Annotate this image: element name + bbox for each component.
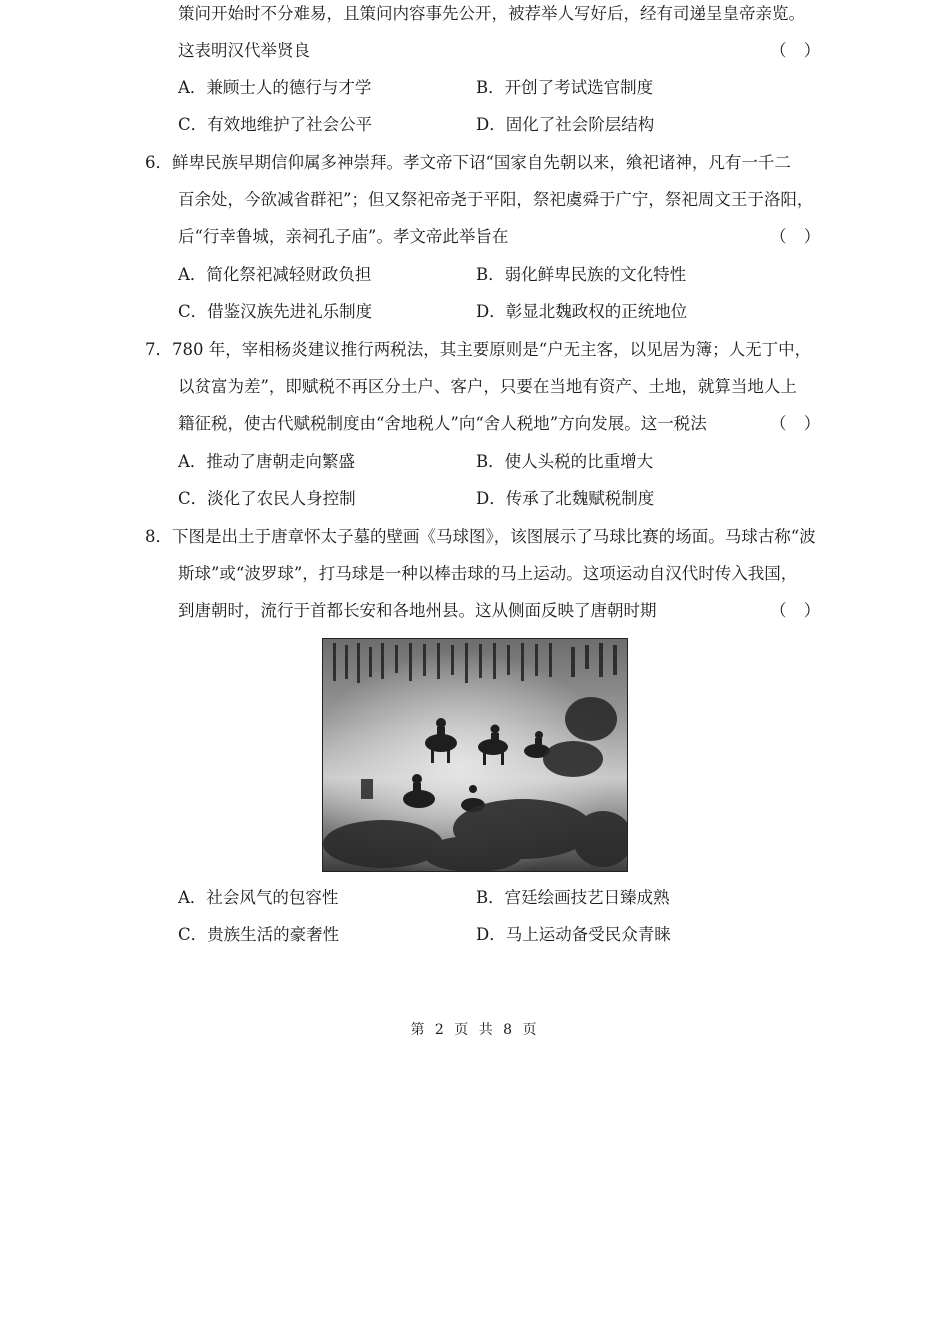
q5-option-b: B．开创了考试选官制度: [476, 78, 654, 97]
q8-stem-line-3: 到唐朝时，流行于首都长安和各地州县。这从侧面反映了唐朝时期: [178, 601, 657, 620]
q5-option-c: C．有效地维护了社会公平: [178, 115, 373, 134]
q7-answer-blank: （ ）: [770, 414, 827, 433]
q7-option-a: A．推动了唐朝走向繁盛: [178, 452, 355, 471]
q7-stem-line-2: 以贫富为差”，即赋税不再区分土户、客户，只要在当地有资产、土地，就算当地人上: [178, 377, 797, 396]
q6-stem-line-3: 后“行幸鲁城，亲祠孔子庙”。孝文帝此举旨在: [178, 227, 509, 246]
q6-stem-line-2: 百余处，今欲减省群祀”；但又祭祀帝尧于平阳，祭祀虞舜于广宁，祭祀周文王于洛阳，: [178, 190, 814, 209]
polo-mural-drawing: [323, 639, 627, 871]
q6-option-a: A．简化祭祀减轻财政负担: [178, 265, 372, 284]
q8-stem-line-1: 8．下图是出土于唐章怀太子墓的壁画《马球图》，该图展示了马球比赛的场面。马球古称“波: [145, 527, 816, 546]
q8-stem-line-2: 斯球”或“波罗球”，打马球是一种以棒击球的马上运动。这项运动自汉代时传入我国，: [178, 564, 798, 583]
q5-stem-line-2: 这表明汉代举贤良: [178, 41, 310, 60]
q7-stem-line-3: 籍征税，使古代赋税制度由“舍地税人”向“舍人税地”方向发展。这一税法: [178, 414, 707, 433]
polo-mural-image: [322, 638, 628, 872]
q6-option-d: D．彰显北魏政权的正统地位: [476, 302, 688, 321]
q8-option-c: C．贵族生活的豪奢性: [178, 925, 340, 944]
q5-stem-line-1: 策问开始时不分难易，且策问内容事先公开，被荐举人写好后，经有司递呈皇帝亲览。: [178, 4, 805, 23]
q6-stem-line-1: 6．鲜卑民族早期信仰属多神崇拜。孝文帝下诏“国家自先朝以来，飨祀诸神，凡有一千二: [145, 153, 791, 172]
q8-option-d: D．马上运动备受民众青睐: [476, 925, 671, 944]
page-footer: 第 2 页 共 8 页: [410, 1022, 540, 1038]
q5-option-d: D．固化了社会阶层结构: [476, 115, 655, 134]
q7-option-c: C．淡化了农民人身控制: [178, 489, 356, 508]
q5-answer-blank: （ ）: [770, 41, 827, 60]
q7-option-b: B．使人头税的比重增大: [476, 452, 654, 471]
q6-answer-blank: （ ）: [770, 227, 827, 246]
q6-option-c: C．借鉴汉族先进礼乐制度: [178, 302, 373, 321]
q8-option-a: A．社会风气的包容性: [178, 888, 339, 907]
q5-option-a: A．兼顾士人的德行与才学: [178, 78, 372, 97]
q6-option-b: B．弱化鲜卑民族的文化特性: [476, 265, 687, 284]
q8-option-b: B．宫廷绘画技艺日臻成熟: [476, 888, 670, 907]
q8-answer-blank: （ ）: [770, 601, 827, 620]
q7-stem-line-1: 7．780 年，宰相杨炎建议推行两税法，其主要原则是“户无主客，以见居为簿；人无丁中，: [145, 340, 812, 359]
q7-option-d: D．传承了北魏赋税制度: [476, 489, 655, 508]
